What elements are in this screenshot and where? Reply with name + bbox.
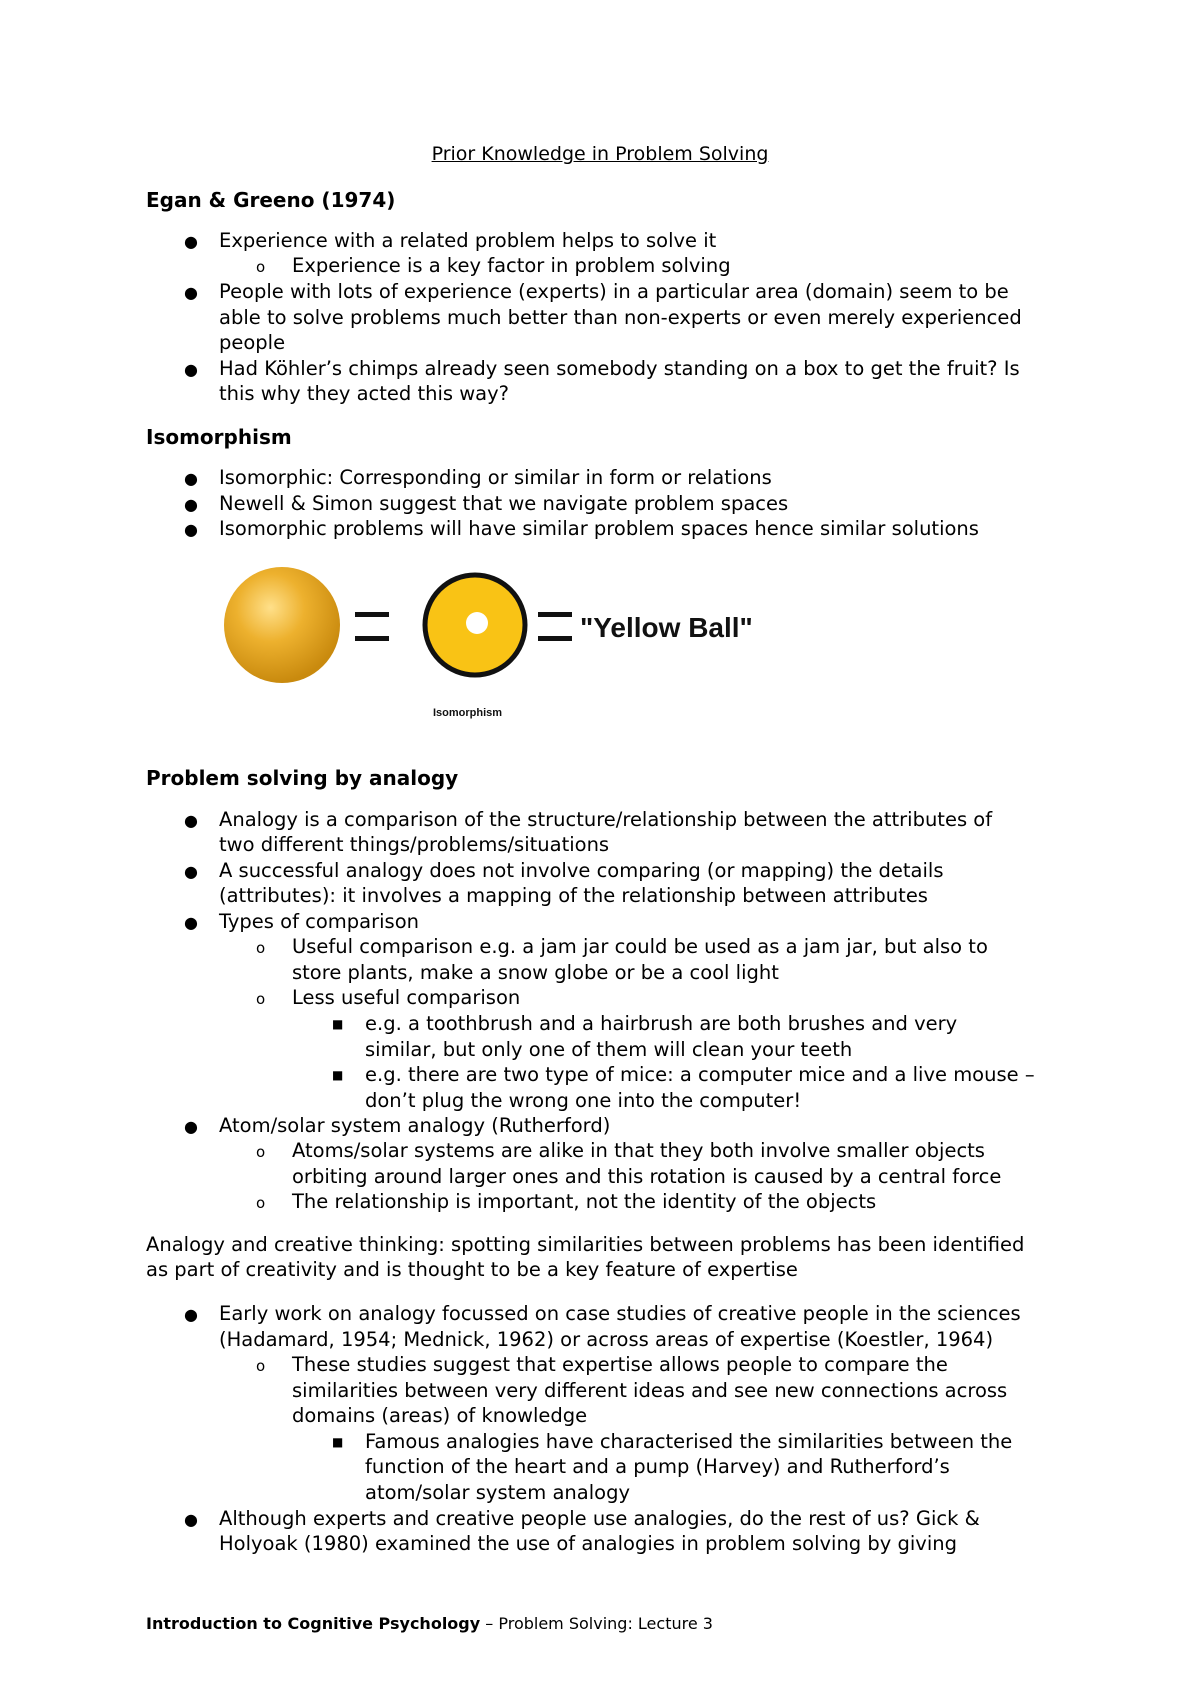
list-item: Early work on analogy focussed on case studies of creative people in the sciences <box>219 1302 1021 1325</box>
list-item: e.g. a toothbrush and a hairbrush are both brushes and very <box>365 1012 958 1035</box>
paragraph-line: Analogy and creative thinking: spotting similarities between problems has been identified <box>146 1233 1025 1256</box>
list-item-continuation: this why they acted this way? <box>219 382 510 405</box>
bullet-icon: ● <box>184 1305 198 1324</box>
figure-caption: Isomorphism <box>433 707 503 719</box>
list-item: Experience is a key factor in problem solving <box>292 254 731 277</box>
list-item-continuation: don’t plug the wrong one into the computer! <box>365 1089 802 1112</box>
circle-bullet-icon: o <box>256 939 266 957</box>
paragraph-line: as part of creativity and is thought to be a key feature of expertise <box>146 1258 798 1281</box>
list-item-continuation: two different things/problems/situations <box>219 833 610 856</box>
list-item: Experience with a related problem helps to solve it <box>219 229 717 252</box>
list-item: The relationship is important, not the identity of the objects <box>292 1190 877 1213</box>
gold-ball-icon <box>224 567 340 683</box>
bullet-icon: ● <box>184 913 198 932</box>
circle-bullet-icon: o <box>256 258 266 276</box>
list-item-continuation: similar, but only one of them will clean your teeth <box>365 1038 853 1061</box>
equals-sign-icon <box>538 612 572 617</box>
list-item: Types of comparison <box>219 910 419 933</box>
section-heading-analogy: Problem solving by analogy <box>146 766 459 790</box>
list-item: Newell & Simon suggest that we navigate problem spaces <box>219 492 789 515</box>
footer-course: Introduction to Cognitive Psychology <box>146 1614 481 1633</box>
list-item: Less useful comparison <box>292 986 521 1009</box>
bullet-icon: ● <box>184 811 198 830</box>
list-item: Atoms/solar systems are alike in that they both involve smaller objects <box>292 1139 985 1162</box>
list-item: e.g. there are two type of mice: a computer mice and a live mouse – <box>365 1063 1035 1086</box>
list-item-continuation: able to solve problems much better than non-experts or even merely experienced <box>219 306 1022 329</box>
list-item-continuation: people <box>219 331 286 354</box>
isomorphism-figure <box>220 565 780 730</box>
bullet-icon: ● <box>184 862 198 881</box>
list-item: Had Köhler’s chimps already seen somebody standing on a box to get the fruit? Is <box>219 357 1020 380</box>
bullet-icon: ● <box>184 469 198 488</box>
page-footer <box>146 1614 713 1633</box>
square-bullet-icon: ■ <box>332 1068 344 1082</box>
circle-bullet-icon: o <box>256 1357 266 1375</box>
list-item: Isomorphic: Corresponding or similar in form or relations <box>219 466 772 489</box>
square-bullet-icon: ■ <box>332 1017 344 1031</box>
list-item-continuation: store plants, make a snow globe or be a cool light <box>292 961 779 984</box>
list-item-continuation: domains (areas) of knowledge <box>292 1404 588 1427</box>
list-item-continuation: Holyoak (1980) examined the use of analogies in problem solving by giving <box>219 1532 957 1555</box>
bullet-icon: ● <box>184 360 198 379</box>
list-item-continuation: similarities between very different ideas and see new connections across <box>292 1379 1008 1402</box>
list-item: Isomorphic problems will have similar problem spaces hence similar solutions <box>219 517 979 540</box>
list-item: Famous analogies have characterised the similarities between the <box>365 1430 1013 1453</box>
list-item-continuation: atom/solar system analogy <box>365 1481 630 1504</box>
bullet-icon: ● <box>184 495 198 514</box>
list-item-continuation: function of the heart and a pump (Harvey) and Rutherford’s <box>365 1455 950 1478</box>
figure-label: "Yellow Ball" <box>580 612 753 643</box>
list-item-continuation: (attributes): it involves a mapping of the relationship between attributes <box>219 884 928 907</box>
list-item: A successful analogy does not involve comparing (or mapping) the details <box>219 859 944 882</box>
bullet-icon: ● <box>184 283 198 302</box>
section-heading-isomorphism: Isomorphism <box>146 425 292 449</box>
circle-bullet-icon: o <box>256 1194 266 1212</box>
list-item-continuation: (Hadamard, 1954; Mednick, 1962) or across areas of expertise (Koestler, 1964) <box>219 1328 994 1351</box>
bullet-icon: ● <box>184 1510 198 1529</box>
list-item: These studies suggest that expertise allows people to compare the <box>292 1353 948 1376</box>
list-item: People with lots of experience (experts) in a particular area (domain) seem to be <box>219 280 1009 303</box>
list-item-continuation: orbiting around larger ones and this rotation is caused by a central force <box>292 1165 1002 1188</box>
bullet-icon: ● <box>184 1117 198 1136</box>
bullet-icon: ● <box>184 232 198 251</box>
list-item: Although experts and creative people use analogies, do the rest of us? Gick & <box>219 1507 980 1530</box>
square-bullet-icon: ■ <box>332 1435 344 1449</box>
circle-bullet-icon: o <box>256 1143 266 1161</box>
list-item: Useful comparison e.g. a jam jar could be used as a jam jar, but also to <box>292 935 988 958</box>
bullet-icon: ● <box>184 520 198 539</box>
section-heading-egan: Egan & Greeno (1974) <box>146 188 396 212</box>
equals-sign-icon <box>355 612 389 617</box>
list-item: Atom/solar system analogy (Rutherford) <box>219 1114 611 1137</box>
page-title: Prior Knowledge in Problem Solving <box>431 143 769 165</box>
footer-lecture: – Problem Solving: Lecture 3 <box>480 1614 713 1633</box>
list-item: Analogy is a comparison of the structure/relationship between the attributes of <box>219 808 993 831</box>
circle-bullet-icon: o <box>256 990 266 1008</box>
